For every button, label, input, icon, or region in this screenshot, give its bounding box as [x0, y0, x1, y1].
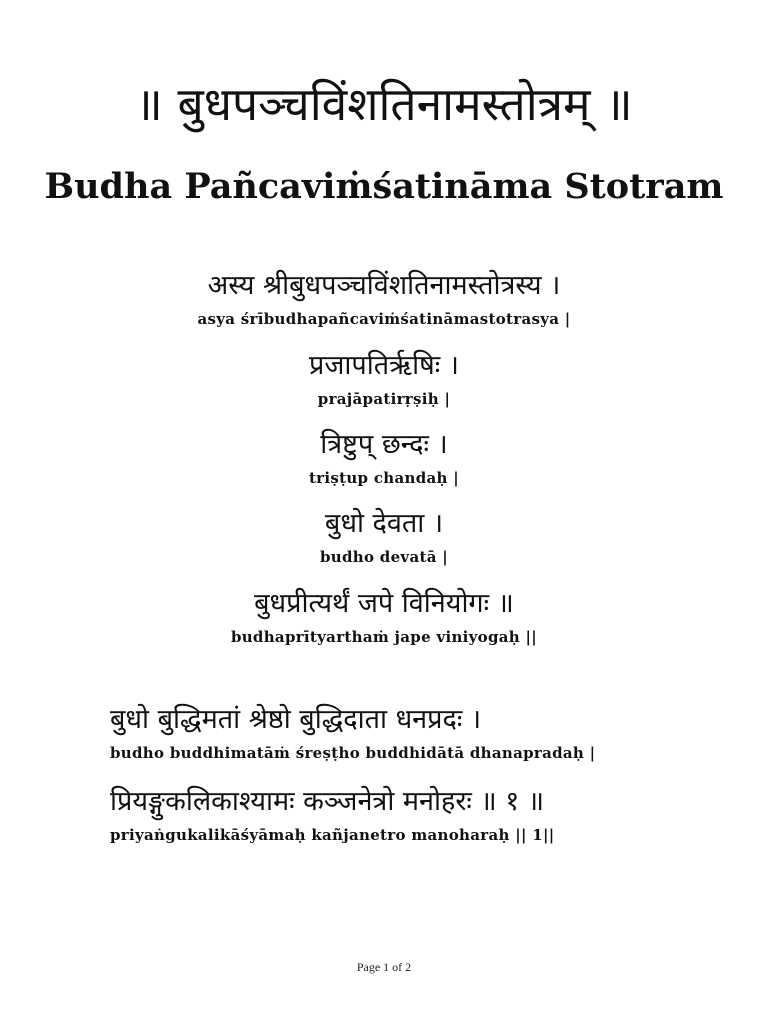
- preamble-line-4: [0, 504, 768, 570]
- title-devanagari: ॥ बुधपञ्चविंशतिनामस्तोत्रम् ॥: [135, 77, 633, 131]
- preamble-line-1: [0, 266, 768, 332]
- page-number: Page 1 of 2: [356, 960, 412, 974]
- preamble-devanagari: अस्य श्रीबुधपञ्चविंशतिनामस्तोत्रस्य ।: [207, 270, 561, 301]
- verse-transliteration: priyaṅgukalikāśyāmaḥ kañjanetro manoharaḥ || 1||: [110, 826, 555, 844]
- preamble-line-5: [0, 584, 768, 650]
- preamble-devanagari: बुधप्रीत्यर्थं जपे विनियोगः ॥: [254, 588, 514, 619]
- preamble-devanagari: त्रिष्टुप् छन्दः ।: [320, 429, 448, 460]
- verse-devanagari: प्रियङ्गुकलिकाश्यामः कञ्जनेत्रो मनोहरः ॥ १ ॥: [110, 786, 545, 817]
- preamble-transliteration: asya śrībudhapañcaviṁśatināmastotrasya |: [197, 310, 571, 328]
- verse-devanagari: बुधो बुद्धिमतां श्रेष्ठो बुद्धिदाता धनप्रदः ।: [110, 704, 482, 735]
- title-transliteration: Budha Pañcaviṁśatināma Stotram: [44, 166, 724, 207]
- preamble-transliteration: triṣṭup chandaḥ |: [308, 469, 460, 487]
- preamble-devanagari: प्रजापतिर्ऋषिः ।: [308, 350, 459, 381]
- verse-transliteration: budho buddhimatāṁ śreṣṭho buddhidātā dhanapradaḥ |: [110, 744, 596, 762]
- preamble-transliteration: budho devatā |: [319, 548, 448, 566]
- verse-line-2: [110, 782, 750, 848]
- preamble-transliteration: prajāpatirṛṣiḥ |: [317, 390, 451, 408]
- preamble-devanagari: बुधो देवता ।: [324, 508, 444, 539]
- preamble-line-2: [0, 346, 768, 412]
- preamble-line-3: [0, 425, 768, 491]
- verse-line-1: [110, 700, 750, 766]
- preamble-transliteration: budhaprītyarthaṁ jape viniyogaḥ ||: [230, 628, 538, 646]
